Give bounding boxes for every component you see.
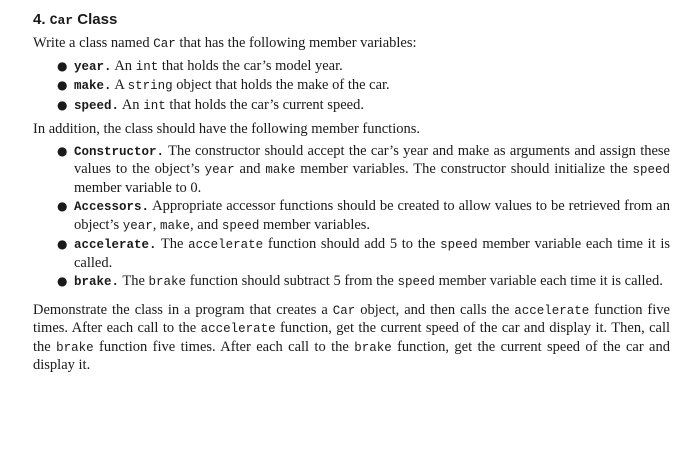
- class-name-code: Car: [49, 13, 74, 28]
- bullet-icon: ●: [57, 97, 68, 112]
- member-functions-list: [33, 143, 670, 292]
- list-item: ● accelerate. The accelerate function should add 5 to the speed member variable each time it is called.: [57, 236, 671, 271]
- function-name: Constructor.: [74, 144, 165, 159]
- heading-word: Class: [77, 11, 118, 28]
- variable-name: make.: [74, 79, 112, 93]
- demonstrate-paragraph: Demonstrate the class in a program that creates a Car object, and then calls the accelerate function five times. After each call to the accelerate function, get the current speed of the car and display it. Then, call the brake function five times. After each call to the brake function, get the current speed of the car and display it.: [33, 301, 671, 373]
- list-item: ● year. An int that holds the car’s model year.: [57, 57, 343, 74]
- bullet-icon: ●: [57, 237, 68, 251]
- member-variables-list: [33, 58, 670, 116]
- functions-intro-paragraph: In addition, the class should have the following member functions.: [33, 121, 420, 137]
- variable-name: year.: [74, 59, 112, 74]
- list-item: ● brake. The brake function should subtract 5 from the speed member variable each time it is called.: [57, 273, 663, 289]
- bullet-icon: ●: [57, 143, 68, 158]
- bullet-icon: ●: [57, 58, 68, 73]
- exercise-number: 4.: [33, 11, 46, 28]
- code-car: Car: [153, 37, 176, 51]
- list-item: ● Accessors. Appropriate accessor functions should be created to allow values to be retrieved from an object’s year, make, and speed member variables.: [57, 198, 670, 233]
- function-name: brake.: [74, 275, 120, 289]
- list-item: ● speed. An int that holds the car’s current speed.: [57, 96, 364, 113]
- exercise-heading: [33, 10, 670, 31]
- list-item: ● Constructor. The constructor should accept the car’s year and make as arguments and assign these values to the object’s year and make member variables. The constructor should initialize the speed member variable to 0.: [57, 142, 671, 196]
- variable-name: speed.: [74, 98, 120, 113]
- bullet-icon: ●: [57, 78, 68, 92]
- intro-paragraph: Write a class named Car that has the following member variables:: [33, 35, 417, 51]
- bullet-icon: ●: [57, 199, 68, 213]
- function-name: Accessors.: [74, 200, 150, 214]
- bullet-icon: ●: [57, 274, 68, 288]
- list-item: ● make. A string object that holds the make of the car.: [57, 77, 390, 93]
- function-name: accelerate.: [74, 238, 157, 252]
